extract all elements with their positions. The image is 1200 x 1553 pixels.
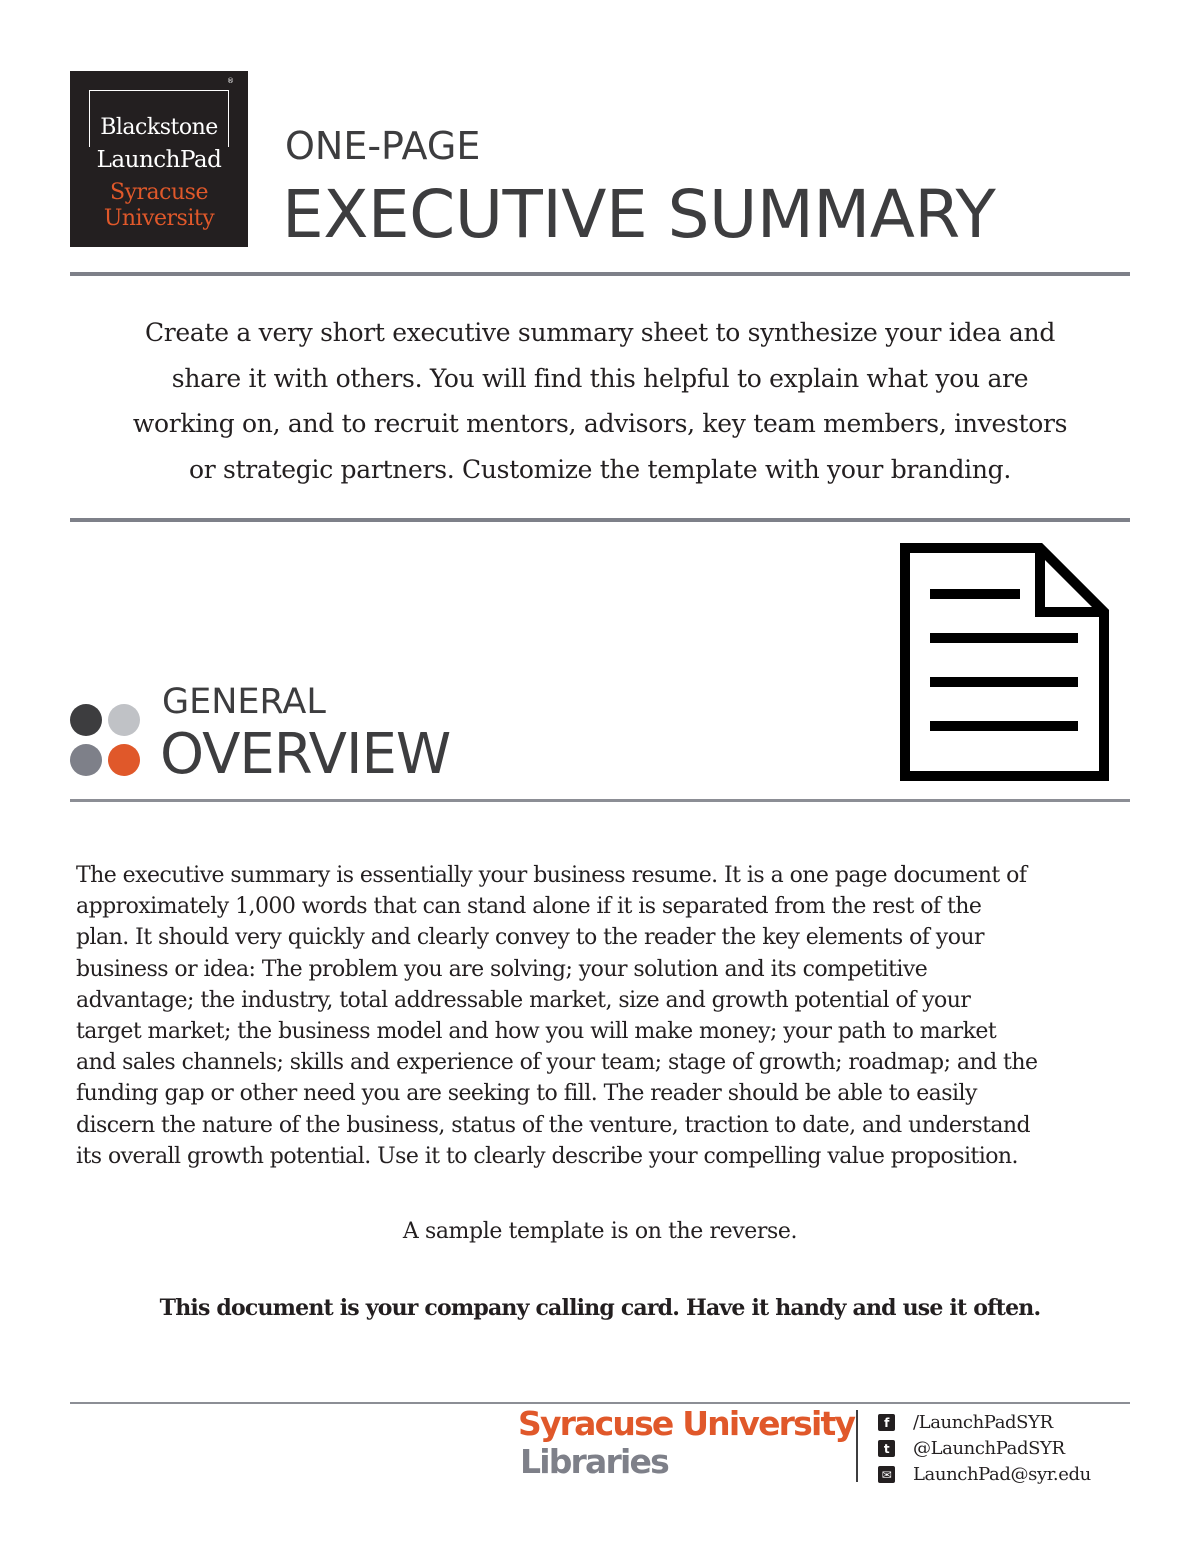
section-kicker: GENERAL	[162, 682, 326, 722]
intro-line: or strategic partners. Customize the template with your branding.	[188, 454, 1012, 484]
twitter-icon: t	[878, 1440, 895, 1457]
body-line: its overall growth potential. Use it to clearly describe your compelling value proposition.	[76, 1143, 1018, 1169]
overview-paragraph	[76, 860, 1136, 1172]
divider-middle	[70, 518, 1130, 522]
intro-line: Create a very short executive summary sheet to synthesize your idea and	[144, 318, 1056, 347]
body-line: advantage; the industry, total addressable market, size and growth potential of your	[76, 987, 971, 1013]
section-title: OVERVIEW	[160, 722, 451, 787]
logo-line-1: Blackstone	[100, 115, 218, 140]
contact-email[interactable]	[878, 1462, 1091, 1487]
divider-section	[70, 799, 1130, 802]
document-icon	[900, 543, 1110, 781]
page-kicker: ONE-PAGE	[285, 124, 481, 168]
dot-gray	[70, 744, 102, 776]
page-title: EXECUTIVE SUMMARY	[282, 176, 996, 253]
contact-email-text: LaunchPad@syr.edu	[913, 1464, 1091, 1485]
footer-org-line-2: Libraries	[520, 1442, 668, 1481]
body-line: business or idea: The problem you are solving; your solution and its competitive	[76, 956, 928, 982]
dot-orange	[108, 744, 140, 776]
email-icon: ✉	[878, 1466, 895, 1483]
calling-card-note: This document is your company calling card. Have it handy and use it often.	[159, 1295, 1041, 1321]
contact-list	[878, 1410, 1091, 1488]
contact-twitter-text: @LaunchPadSYR	[913, 1438, 1065, 1459]
blackstone-launchpad-logo	[70, 71, 248, 247]
footer-separator	[856, 1410, 858, 1482]
contact-twitter[interactable]	[878, 1436, 1091, 1461]
contact-facebook[interactable]	[878, 1410, 1091, 1435]
logo-line-4: University	[103, 206, 215, 231]
footer-org-line-1: Syracuse University	[518, 1404, 855, 1443]
divider-top	[70, 272, 1130, 276]
body-line: plan. It should very quickly and clearly convey to the reader the key elements of your	[76, 925, 984, 951]
dot-light	[108, 704, 140, 736]
intro-paragraph	[90, 310, 1110, 492]
logo-line-3: Syracuse	[110, 180, 208, 205]
facebook-icon: f	[878, 1414, 895, 1431]
body-line: approximately 1,000 words that can stand alone if it is separated from the rest of the	[76, 894, 982, 920]
body-line: discern the nature of the business, status of the venture, traction to date, and understand	[76, 1112, 1031, 1138]
logo-line-2: LaunchPad	[96, 147, 222, 173]
intro-line: working on, and to recruit mentors, advisors, key team members, investors	[132, 409, 1068, 438]
body-line: and sales channels; skills and experience of your team; stage of growth; roadmap; and the	[76, 1050, 1038, 1076]
body-line: target market; the business model and how you will make money; your path to market	[76, 1019, 997, 1045]
body-line: The executive summary is essentially your business resume. It is a one page document of	[76, 863, 1027, 888]
contact-facebook-text: /LaunchPadSYR	[913, 1412, 1053, 1433]
body-line: funding gap or other need you are seeking to fill. The reader should be able to easily	[76, 1081, 977, 1107]
intro-line: share it with others. You will find this helpful to explain what you are	[171, 363, 1029, 393]
logo-trademark: ®	[227, 77, 234, 85]
dot-dark	[70, 704, 102, 736]
sample-note: A sample template is on the reverse.	[402, 1219, 798, 1244]
